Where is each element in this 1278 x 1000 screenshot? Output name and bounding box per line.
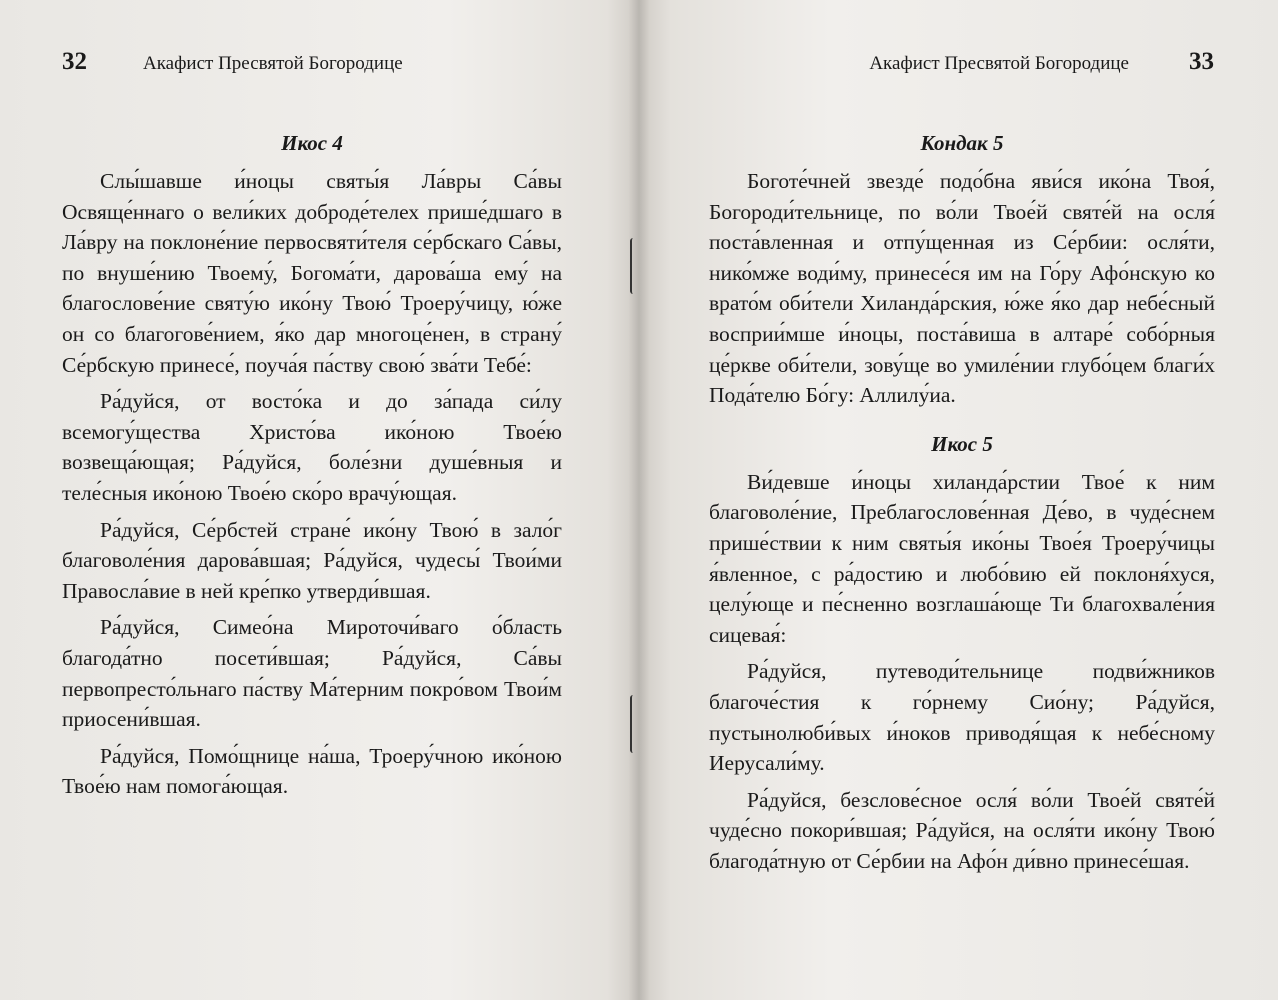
running-title: Акафист Пресвятой Богородице: [869, 53, 1129, 74]
paragraph: Боготе́чней звезде́ подо́бна яви́ся ико́на Твоя́, Богороди́тельнице, по во́ли Твое́й святе́й на осля́ поста́вленная и отпу́щенная из Се́рбии: осля́ти, нико́мже води́му, принесе́ся им на Го́ру Афо́нскую ко врато́м оби́тели Хиланда́рския, ю́же я́ко дар небе́сный восприи́мше и́ноцы, поста́виша в алтаре́ собо́рныя це́ркве оби́тели, зову́ще во умиле́нии глубо́цем благи́х Пода́телю Бо́гу: Аллилу́иа.: [709, 169, 1215, 408]
right-page-header: [709, 48, 1214, 88]
paragraph: Ра́дуйся, безслове́сное осля́ во́ли Твое́й святе́й чуде́сно покори́вшая; Ра́дуйся, на осля́ти ико́ну Твою́ благода́тную от Се́рбии на Афо́н ди́вно принесе́шая.: [709, 787, 1215, 873]
page-number: 33: [1189, 48, 1214, 75]
paragraph: Ра́дуйся, Помо́щнице на́ша, Троеру́чною ико́ною Твое́ю нам помога́ющая.: [62, 743, 562, 799]
section-title-ikos-4: Икос 4: [281, 131, 343, 155]
paragraph: Ра́дуйся, Се́рбстей стране́ ико́ну Твою́ в зало́г благоволе́ния дарова́вшая; Ра́дуйся, чудесы́ Твои́ми Правосла́вие в ней кре́пко утверди́вшая.: [62, 517, 562, 603]
paragraph: Ра́дуйся, Симео́на Мироточи́ваго о́бласть благода́тно посети́вшая; Ра́дуйся, Са́вы первопресто́льнаго па́ству Ма́терним покро́вом Твои́м приосени́вшая.: [62, 615, 562, 732]
right-page: [639, 0, 1278, 1000]
paragraph: Ви́девше и́ноцы хиланда́рстии Твое́ к ним благоволе́ние, Преблагослове́нная Де́во, в чуде́снем прише́ствии к ним святы́я ико́ны Твое́я Троеру́чицы я́вленное, с ра́достию и любо́вию ей поклоня́хуся, целу́юще и пе́сненно возглаша́юще Ти благохвале́ния сицевая́:: [709, 469, 1215, 647]
running-title: Акафист Пресвятой Богородице: [143, 53, 403, 74]
binding-stitch: [630, 238, 638, 294]
left-page-text: [62, 128, 562, 802]
paragraph: Ра́дуйся, путеводи́тельнице подви́жников благоче́стия к го́рнему Сио́ну; Ра́дуйся, пустынолюби́вых и́ноков приводя́щая к небе́сному Иерусали́му.: [709, 659, 1215, 776]
right-page-text: [709, 128, 1215, 876]
paragraph: Слы́шавше и́ноцы святы́я Ла́вры Са́вы Освяще́ннаго о вели́ких доброде́телех прише́дшаго в Ла́вру на поклоне́ние первосвяти́теля се́рбскаго Са́вы, по внуше́нию Твоему́, Богома́ти, дарова́ша ему́ на благослове́ние святу́ю ико́ну Твою́ Троеру́чицу, ю́же он со благогове́нием, я́ко дар многоце́нен, в страну́ Се́рбскую принесе́, поуча́я па́ству свою́ зва́ти Тебе́:: [62, 169, 562, 377]
page-number: 32: [62, 48, 87, 75]
section-title-kondak-5: Кондак 5: [920, 131, 1004, 155]
left-page-header: [62, 48, 562, 88]
section-title-ikos-5: Икос 5: [931, 431, 993, 456]
binding-stitch: [630, 695, 638, 753]
paragraph: Ра́дуйся, от восто́ка и до за́пада си́лу всемогу́щества Христо́ва ико́ною Твое́ю возвеща́ющая; Ра́дуйся, боле́зни душе́вныя и теле́сныя ико́ною Твое́ю ско́ро врачу́ющая.: [62, 389, 562, 505]
